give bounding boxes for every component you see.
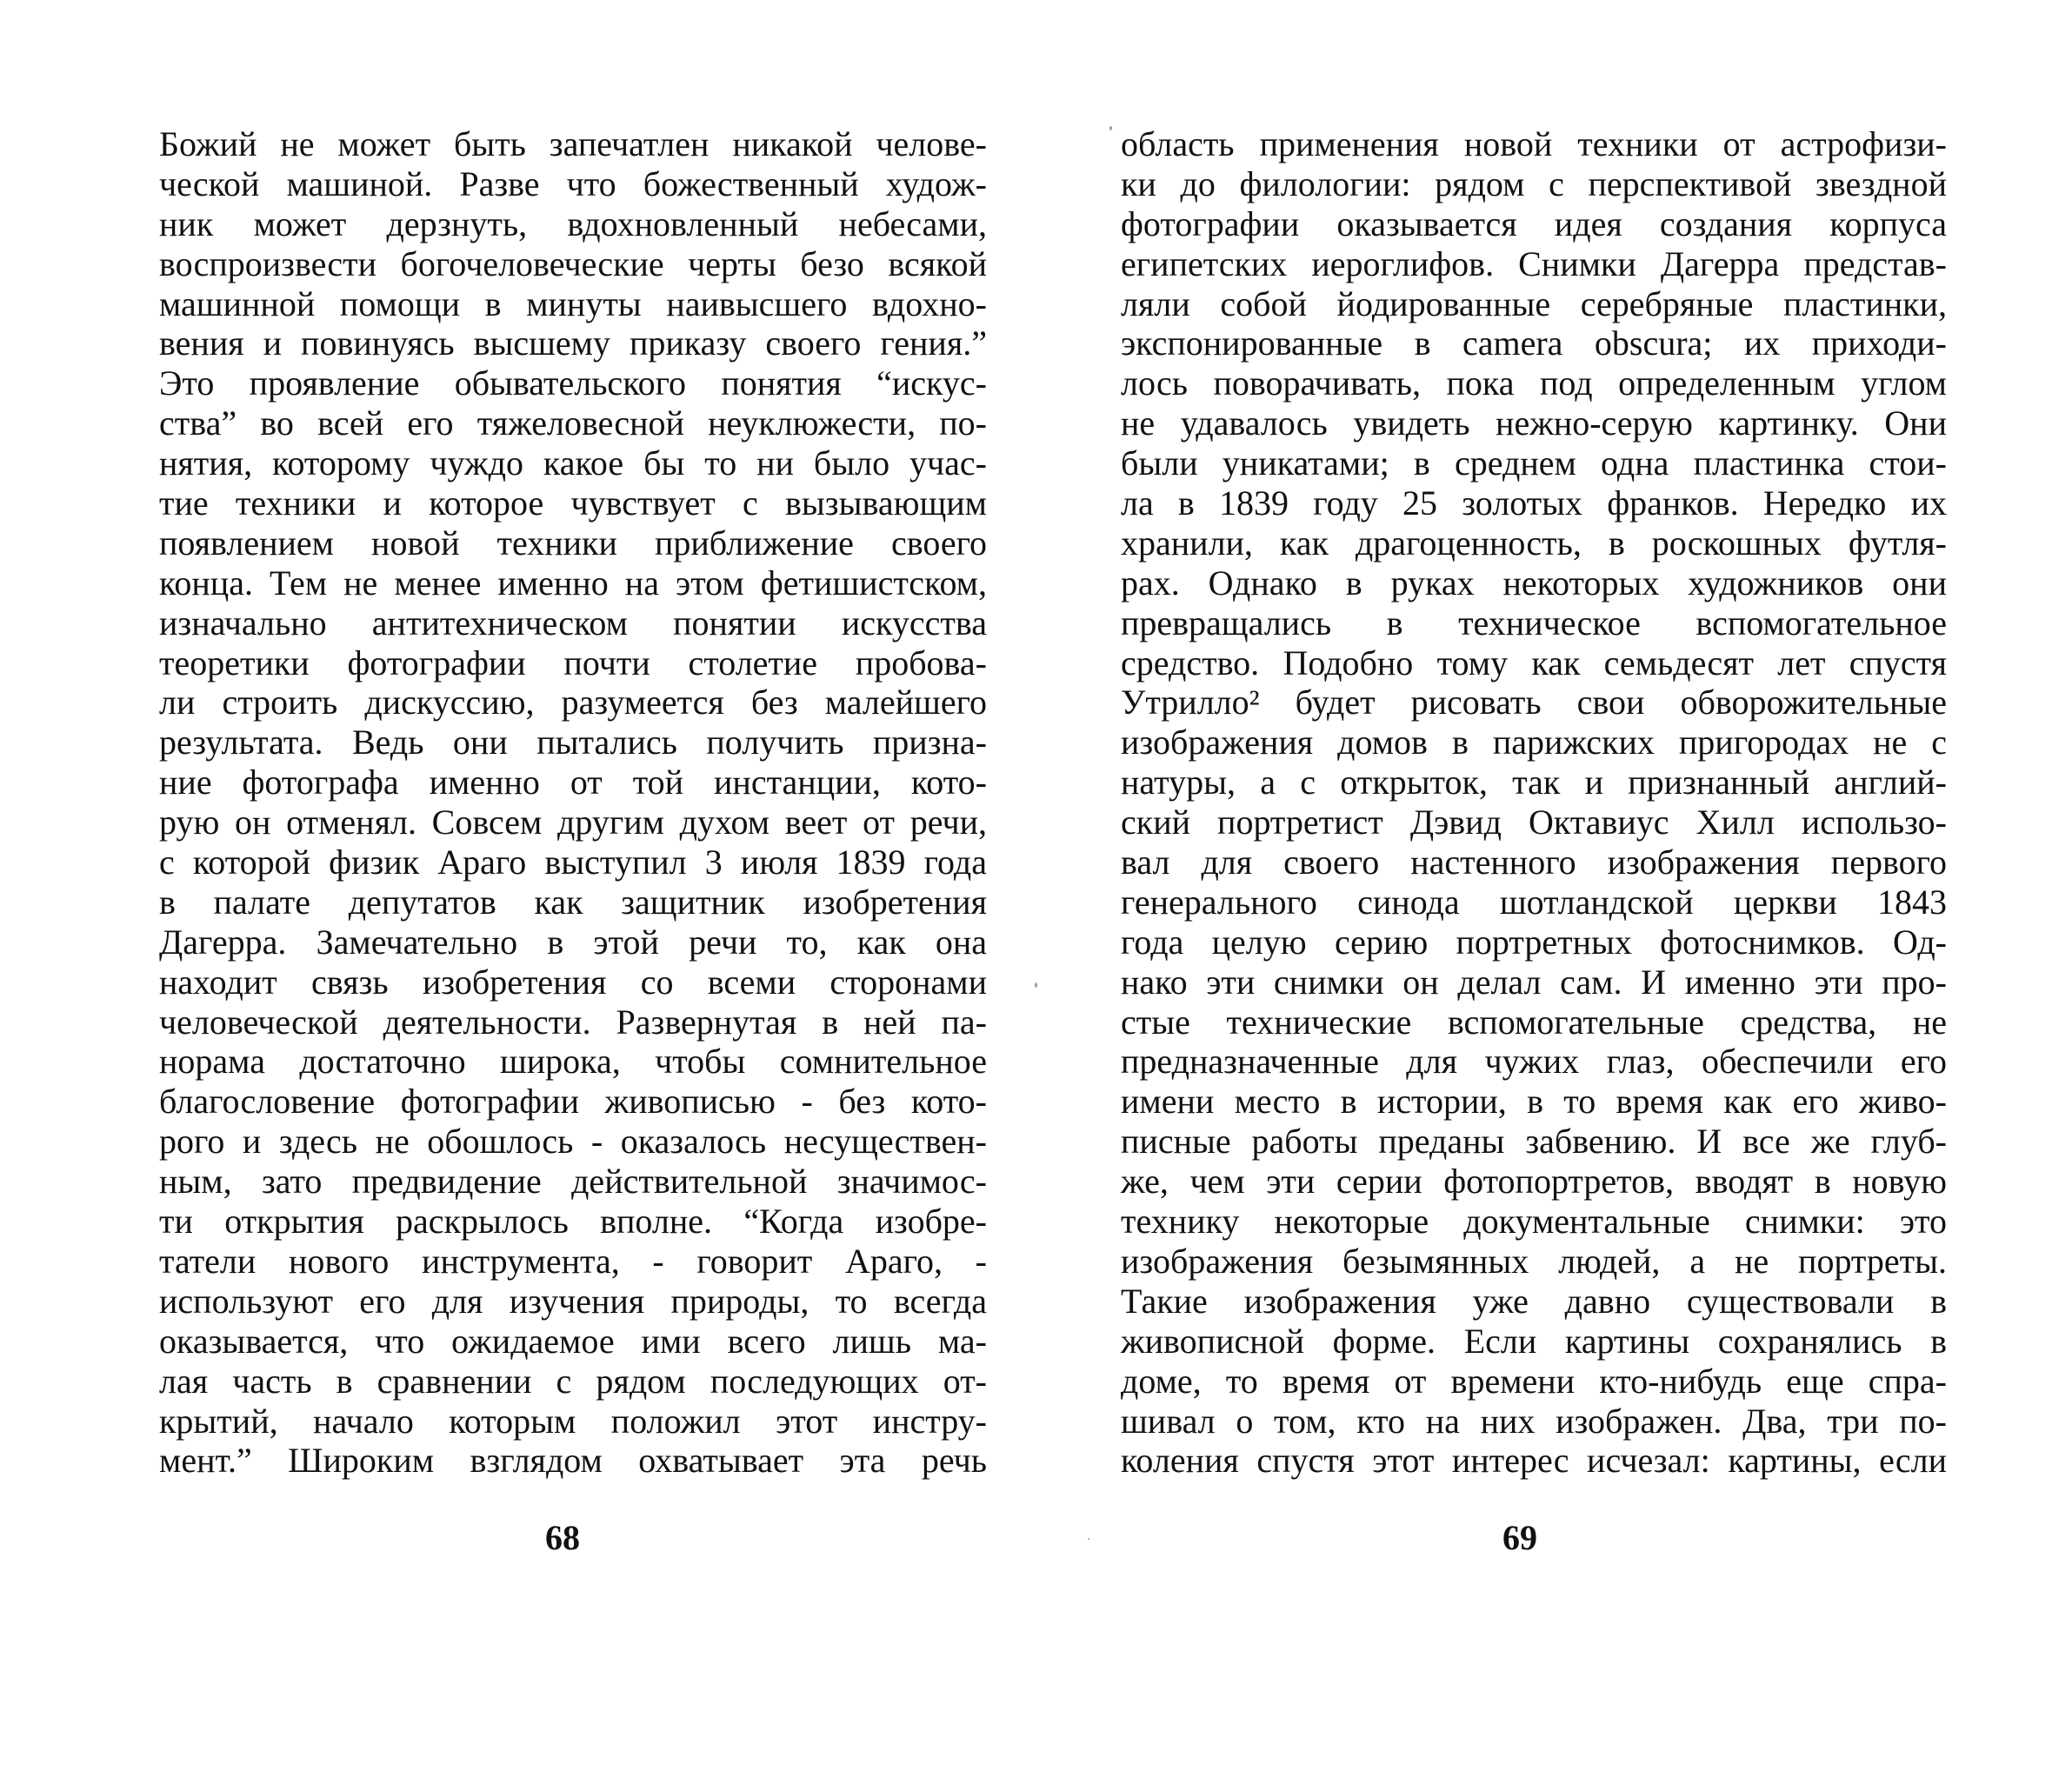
text-line: ным, зато предвидение действительной значимос- xyxy=(159,1162,987,1202)
text-line: имени место в истории, в то время как его живо- xyxy=(1121,1082,1947,1122)
text-line: область применения новой техники от астрофизи- xyxy=(1121,124,1947,163)
text-line: Такие изображения уже давно существовали в xyxy=(1121,1281,1947,1321)
text-line: вения и повинуясь высшему приказу своего гения.” xyxy=(159,323,987,363)
text-line: же, чем эти серии фотопортретов, вводят в новую xyxy=(1121,1162,1947,1202)
text-line: воспроизвести богочеловеческие черты безо всякой xyxy=(159,243,987,283)
text-line: хранили, как драгоценность, в роскошных футля- xyxy=(1121,523,1947,563)
text-line: изображения безымянных людей, а не портреты. xyxy=(1121,1241,1947,1281)
text-line: шивал о том, кто на них изображен. Два, три по- xyxy=(1121,1401,1947,1441)
text-line: были уникатами; в среднем одна пластинка стои- xyxy=(1121,443,1947,483)
scan-speck xyxy=(1109,126,1112,130)
text-line: ти открытия раскрылось вполне. “Когда изобре- xyxy=(159,1202,987,1242)
text-line: средство. Подобно тому как семьдесят лет спустя xyxy=(1121,643,1947,683)
text-line: коления спустя этот интерес исчезал: картины, если xyxy=(1121,1441,1947,1481)
text-line: рую он отменял. Совсем другим духом веет от речи, xyxy=(159,802,987,842)
text-line: не удавалось увидеть нежно-серую картинку. Они xyxy=(1121,403,1947,443)
scan-speck xyxy=(1035,982,1037,988)
text-line: лая часть в сравнении с рядом последующих от- xyxy=(159,1361,987,1401)
text-line: технику некоторые документальные снимки: это xyxy=(1121,1202,1947,1242)
text-line: конца. Тем не менее именно на этом фетишистском, xyxy=(159,563,987,603)
text-line: египетских иероглифов. Снимки Дагерра представ- xyxy=(1121,243,1947,283)
text-line: рого и здесь не обошлось - оказалось несуществен- xyxy=(159,1122,987,1162)
text-line: фотографии оказывается идея создания корпуса xyxy=(1121,203,1947,243)
right-page-number: 69 xyxy=(1502,1518,1537,1557)
text-line: норама достаточно широка, чтобы сомнительное xyxy=(159,1042,987,1082)
text-line: Божий не может быть запечатлен никакой челове- xyxy=(159,124,987,163)
text-line: ла в 1839 году 25 золотых франков. Нередко их xyxy=(1121,483,1947,523)
text-line: машинной помощи в минуты наивысшего вдохно- xyxy=(159,283,987,323)
text-line: благословение фотографии живописью - без кото- xyxy=(159,1082,987,1122)
text-line: года целую серию портретных фотоснимков. Од- xyxy=(1121,922,1947,962)
text-line: ский портретист Дэвид Октавиус Хилл использо- xyxy=(1121,802,1947,842)
text-line: изображения домов в парижских пригородах не с xyxy=(1121,723,1947,762)
text-line: доме, то время от времени кто-нибудь еще спра- xyxy=(1121,1361,1947,1401)
text-line: используют его для изучения природы, то всегда xyxy=(159,1281,987,1321)
left-page-text xyxy=(159,124,987,1481)
text-line: мент.” Широким взглядом охватывает эта речь xyxy=(159,1441,987,1481)
text-line: ние фотографа именно от той инстанции, кото- xyxy=(159,762,987,802)
text-line: Утрилло² будет рисовать свои обворожительные xyxy=(1121,683,1947,723)
text-line: татели нового инструмента, - говорит Араго, - xyxy=(159,1241,987,1281)
text-line: ки до филологии: рядом с перспективой звездной xyxy=(1121,163,1947,203)
text-line: изначально антитехническом понятии искусства xyxy=(159,603,987,643)
text-line: человеческой деятельности. Развернутая в ней па- xyxy=(159,1002,987,1042)
text-line: ник может дерзнуть, вдохновленный небесами, xyxy=(159,203,987,243)
text-line: лось поворачивать, пока под определенным углом xyxy=(1121,363,1947,403)
text-line: ства” во всей его тяжеловесной неуклюжести, по- xyxy=(159,403,987,443)
scan-speck xyxy=(1088,1538,1089,1540)
right-page xyxy=(1036,0,2072,1778)
text-line: в палате депутатов как защитник изобретения xyxy=(159,882,987,922)
text-line: превращались в техническое вспомогательное xyxy=(1121,603,1947,643)
text-line: предназначенные для чужих глаз, обеспечили его xyxy=(1121,1042,1947,1082)
text-line: рах. Однако в руках некоторых художников они xyxy=(1121,563,1947,603)
text-line: ческой машиной. Разве что божественный худож- xyxy=(159,163,987,203)
text-line: теоретики фотографии почти столетие пробова- xyxy=(159,643,987,683)
text-line: результата. Ведь они пытались получить призна- xyxy=(159,723,987,762)
text-line: нятия, которому чуждо какое бы то ни было учас- xyxy=(159,443,987,483)
text-line: ли строить дискуссию, разумеется без малейшего xyxy=(159,683,987,723)
text-line: генерального синода шотландской церкви 1843 xyxy=(1121,882,1947,922)
text-line: появлением новой техники приближение своего xyxy=(159,523,987,563)
text-line: писные работы преданы забвению. И все же глуб- xyxy=(1121,1122,1947,1162)
text-line: стые технические вспомогательные средства, не xyxy=(1121,1002,1947,1042)
text-line: Дагерра. Замечательно в этой речи то, как она xyxy=(159,922,987,962)
text-line: вал для своего настенного изображения первого xyxy=(1121,842,1947,882)
text-line: нако эти снимки он делал сам. И именно эти про- xyxy=(1121,962,1947,1002)
text-line: живописной форме. Если картины сохранялись в xyxy=(1121,1321,1947,1361)
text-line: тие техники и которое чувствует с вызывающим xyxy=(159,483,987,523)
text-line: экспонированные в camera obscura; их приходи- xyxy=(1121,323,1947,363)
text-line: находит связь изобретения со всеми сторонами xyxy=(159,962,987,1002)
left-page-number: 68 xyxy=(545,1518,580,1557)
right-page-text xyxy=(1121,124,1947,1481)
text-line: Это проявление обывательского понятия “искус- xyxy=(159,363,987,403)
text-line: ляли собой йодированные серебряные пластинки, xyxy=(1121,283,1947,323)
text-line: с которой физик Араго выступил 3 июля 1839 года xyxy=(159,842,987,882)
text-line: оказывается, что ожидаемое ими всего лишь ма- xyxy=(159,1321,987,1361)
text-line: крытий, начало которым положил этот инстру- xyxy=(159,1401,987,1441)
text-line: натуры, а с открыток, так и признанный англий- xyxy=(1121,762,1947,802)
